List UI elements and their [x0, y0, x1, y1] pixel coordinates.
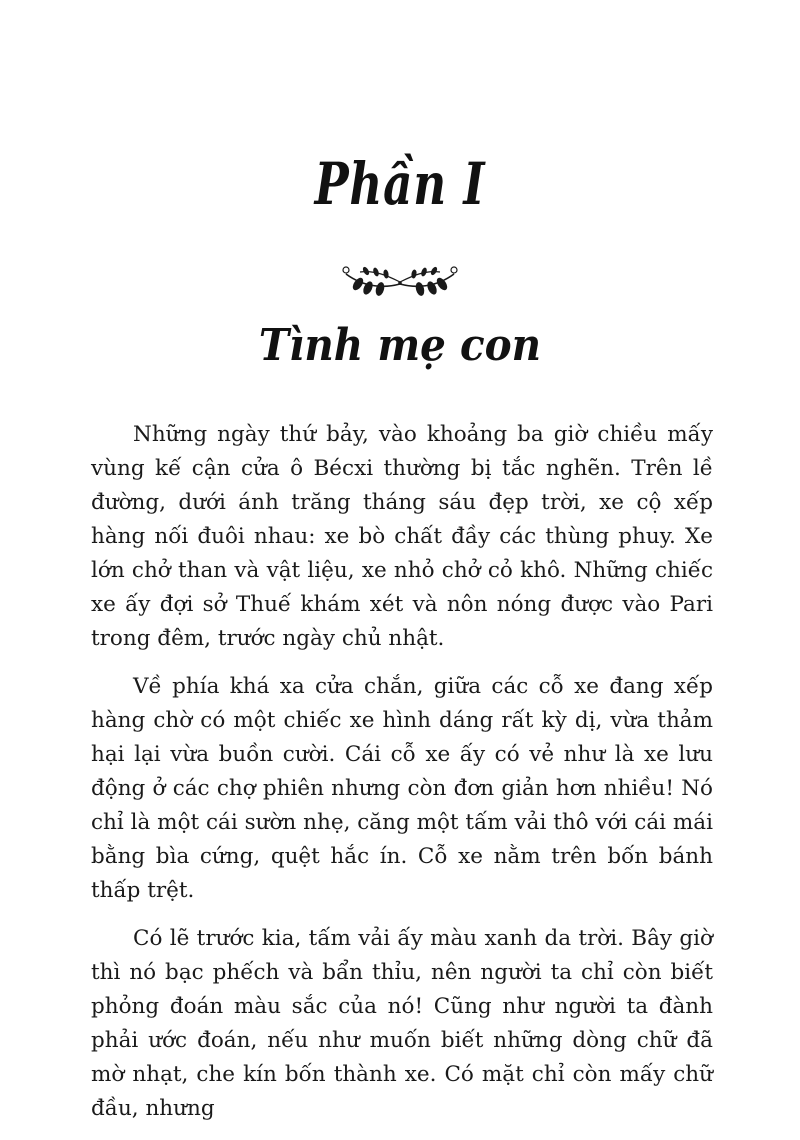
paragraph: Những ngày thứ bảy, vào khoảng ba giờ chiều mấy vùng kế cận cửa ô Bécxi thường bị tắc nghẽn. Trên lề đường, dưới ánh trăng tháng sáu đẹp trời, xe cộ xếp hàng nối đuôi nhau: xe bò chất đầy các thùng phuy. Xe lớn chở than và vật liệu, xe nhỏ chở cỏ khô. Những chiếc xe ấy đợi sở Thuế khám xét và nôn nóng được vào Pari trong đêm, trước ngày chủ nhật.: [91, 422, 713, 651]
body-text: [91, 418, 713, 1140]
paragraph: Về phía khá xa cửa chắn, giữa các cỗ xe đang xếp hàng chờ có một chiếc xe hình dáng rất kỳ dị, vừa thảm hại lại vừa buồn cười. Cái cỗ xe ấy có vẻ như là xe lưu động ở các chợ phiên nhưng còn đơn giản hơn nhiều! Nó chỉ là một cái sườn nhẹ, căng một tấm vải thô với cái mái bằng bìa cứng, quệt hắc ín. Cỗ xe nằm trên bốn bánh thấp trệt.: [91, 674, 713, 903]
leaf-vine-ornament-icon: [340, 262, 460, 298]
chapter-title: Tình mẹ con: [258, 320, 542, 371]
paragraph: Có lẽ trước kia, tấm vải ấy màu xanh da trời. Bây giờ thì nó bạc phếch và bẩn thỉu, nên người ta chỉ còn biết phỏng đoán màu sắc của nó! Cũng như người ta đành phải ước đoán, nếu như muốn biết những dòng chữ đã mờ nhạt, che kín bốn thành xe. Có mặt chỉ còn mấy chữ đầu, nhưng: [91, 926, 713, 1121]
part-title: Phần I: [314, 150, 486, 218]
